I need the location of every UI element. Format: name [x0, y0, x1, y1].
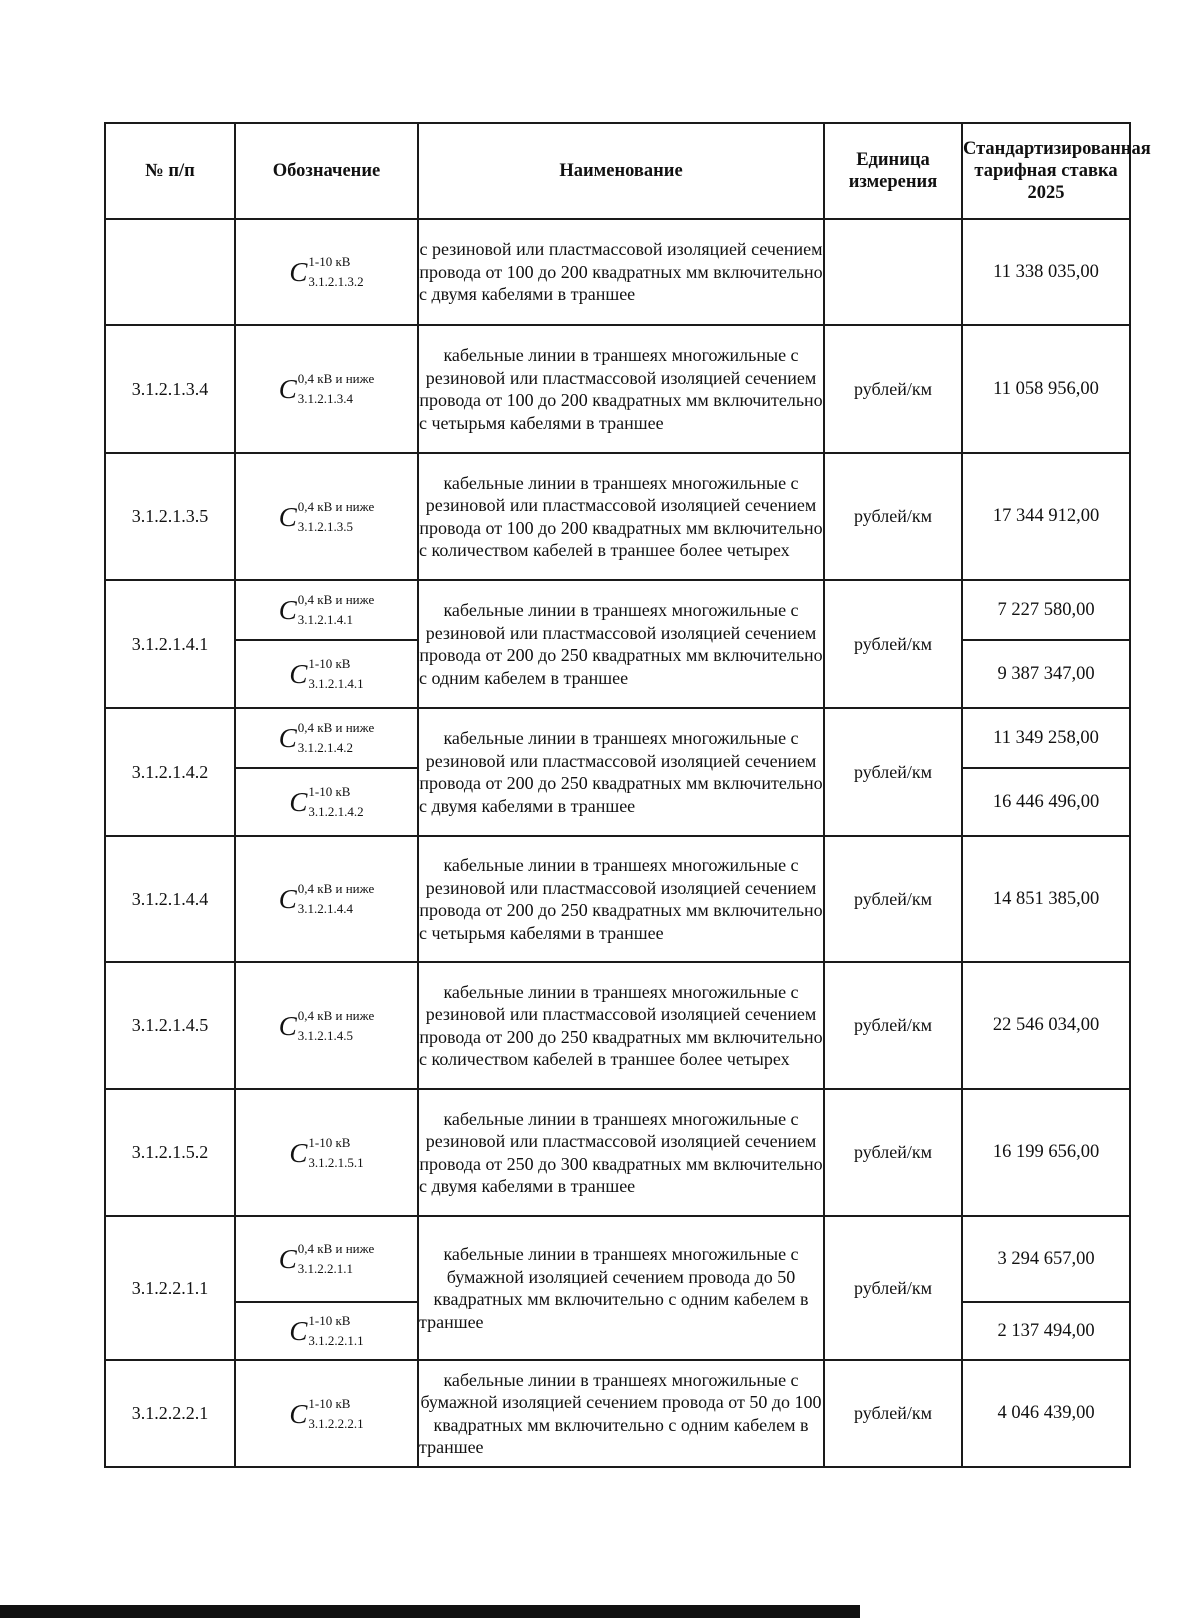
unit-cell: рублей/км: [824, 1089, 962, 1216]
rate-symbol: [289, 1395, 364, 1431]
voltage-class-superscript: 1-10 кВ: [308, 784, 351, 799]
rate-symbol-letter: C: [289, 1137, 308, 1168]
name-cell: кабельные линии в траншеях многожильные с резиновой или пластмассовой изоляцией сечением провода от 100 до 200 квадратных мм включительно с количеством кабелей в траншее более четырех: [418, 453, 824, 580]
rate-symbol: [278, 720, 375, 755]
rate-cell: 16 199 656,00: [962, 1089, 1130, 1216]
unit-cell: рублей/км: [824, 836, 962, 962]
code-cell: [235, 1360, 418, 1467]
code-subscript: 3.1.2.1.3.2: [308, 274, 364, 289]
unit-cell: рублей/км: [824, 453, 962, 580]
header-rate: Стандартизированная тарифная ставка 2025: [962, 123, 1130, 219]
code-cell: [235, 962, 418, 1089]
code-subscript: 3.1.2.1.4.4: [297, 901, 354, 916]
rate-symbol: [278, 371, 375, 406]
unit-cell: рублей/км: [824, 1360, 962, 1467]
rate-symbol-letter: C: [289, 787, 308, 817]
row-number: 3.1.2.1.3.5: [105, 453, 235, 580]
code-subscript: 3.1.2.1.4.5: [297, 1027, 354, 1043]
table-row: [105, 453, 1130, 580]
rate-symbol-letter: C: [289, 1316, 308, 1346]
voltage-class-superscript: 0,4 кВ и ниже: [297, 720, 375, 735]
rate-symbol: [278, 1007, 375, 1043]
code-cell: [235, 453, 418, 580]
name-cell: кабельные линии в траншеях многожильные с бумажной изоляцией сечением провода от 50 до 100 квадратных мм включительно с одним кабелем в траншее: [418, 1360, 824, 1467]
rate-cell: 11 058 956,00: [962, 325, 1130, 453]
code-subscript: 3.1.2.1.4.2: [297, 740, 354, 755]
rate-symbol-letter: C: [278, 1244, 297, 1274]
rate-symbol-letter: C: [278, 884, 297, 914]
voltage-class-superscript: 1-10 кВ: [308, 1313, 351, 1328]
table-row: [105, 1089, 1130, 1216]
rate-symbol: [289, 254, 364, 289]
rate-symbol: [278, 881, 375, 916]
rate-cell: 11 349 258,00: [962, 708, 1130, 768]
code-subscript: 3.1.2.2.1.1: [297, 1261, 354, 1276]
rate-symbol-letter: C: [278, 374, 297, 404]
code-subscript: 3.1.2.2.2.1: [308, 1415, 364, 1431]
scan-edge-bar: [0, 1605, 860, 1618]
code-cell: [235, 1216, 418, 1302]
table-row: [105, 580, 1130, 640]
rate-symbol-letter: C: [289, 1398, 308, 1429]
rate-cell: 7 227 580,00: [962, 580, 1130, 640]
name-cell: кабельные линии в траншеях многожильные с резиновой или пластмассовой изоляцией сечением провода от 200 до 250 квадратных мм включительно с количеством кабелей в траншее более четырех: [418, 962, 824, 1089]
code-subscript: 3.1.2.1.4.2: [308, 804, 364, 819]
row-number: 3.1.2.1.4.1: [105, 580, 235, 708]
unit-cell: рублей/км: [824, 1216, 962, 1360]
unit-cell: рублей/км: [824, 962, 962, 1089]
table-body: [105, 219, 1130, 1467]
rate-symbol: [289, 1313, 364, 1348]
unit-cell: [824, 219, 962, 325]
unit-cell: рублей/км: [824, 580, 962, 708]
rate-symbol-letter: C: [278, 595, 297, 625]
code-subscript: 3.1.2.1.5.1: [308, 1154, 364, 1170]
code-cell: [235, 580, 418, 640]
row-number: 3.1.2.1.4.2: [105, 708, 235, 836]
header-code: Обозначение: [235, 123, 418, 219]
header-row: [105, 123, 1130, 219]
rate-cell: 17 344 912,00: [962, 453, 1130, 580]
table-row: [105, 219, 1130, 325]
code-subscript: 3.1.2.1.4.1: [308, 676, 364, 691]
rate-symbol: [289, 1134, 364, 1170]
tariff-table: [104, 122, 1151, 1468]
code-subscript: 3.1.2.1.3.5: [297, 518, 354, 534]
rate-symbol: [278, 592, 375, 627]
name-cell: кабельные линии в траншеях многожильные с резиновой или пластмассовой изоляцией сечением провода от 200 до 250 квадратных мм включительно с двумя кабелями в траншее: [418, 708, 824, 836]
rate-symbol: [289, 656, 364, 691]
name-cell: кабельные линии в траншеях многожильные с резиновой или пластмассовой изоляцией сечением провода от 100 до 200 квадратных мм включительно с четырьмя кабелями в траншее: [418, 325, 824, 453]
rate-cell: 22 546 034,00: [962, 962, 1130, 1089]
header-num: № п/п: [105, 123, 235, 219]
rate-cell: 14 851 385,00: [962, 836, 1130, 962]
name-cell: кабельные линии в траншеях многожильные с бумажной изоляцией сечением провода до 50 квадратных мм включительно с одним кабелем в траншее: [418, 1216, 824, 1360]
voltage-class-superscript: 1-10 кВ: [308, 254, 351, 269]
rate-cell: 4 046 439,00: [962, 1360, 1130, 1467]
row-number: 3.1.2.1.4.5: [105, 962, 235, 1089]
rate-cell: 3 294 657,00: [962, 1216, 1130, 1302]
header-name: Наименование: [418, 123, 824, 219]
header-unit: Единица измерения: [824, 123, 962, 219]
name-cell: кабельные линии в траншеях многожильные с резиновой или пластмассовой изоляцией сечением провода от 200 до 250 квадратных мм включительно с одним кабелем в траншее: [418, 580, 824, 708]
voltage-class-superscript: 0,4 кВ и ниже: [297, 1241, 375, 1256]
table-row: [105, 836, 1130, 962]
table-row: [105, 1360, 1130, 1467]
table-row: [105, 962, 1130, 1089]
name-cell: с резиновой или пластмассовой изоляцией сечением провода от 100 до 200 квадратных мм включительно с двумя кабелями в траншее: [418, 219, 824, 325]
code-cell: [235, 325, 418, 453]
row-number: 3.1.2.2.2.1: [105, 1360, 235, 1467]
rate-symbol-letter: C: [278, 723, 297, 753]
name-cell: кабельные линии в траншеях многожильные с резиновой или пластмассовой изоляцией сечением провода от 200 до 250 квадратных мм включительно с четырьмя кабелями в траншее: [418, 836, 824, 962]
code-cell: [235, 219, 418, 325]
code-cell: [235, 1089, 418, 1216]
row-number: 3.1.2.1.5.2: [105, 1089, 235, 1216]
rate-cell: 9 387 347,00: [962, 640, 1130, 708]
code-subscript: 3.1.2.2.1.1: [308, 1333, 364, 1348]
voltage-class-superscript: 1-10 кВ: [308, 1134, 351, 1150]
row-number: 3.1.2.1.4.4: [105, 836, 235, 962]
table-row: [105, 1216, 1130, 1302]
code-cell: [235, 640, 418, 708]
rate-symbol: [278, 1241, 375, 1276]
rate-cell: 11 338 035,00: [962, 219, 1130, 325]
table-row: [105, 708, 1130, 768]
rate-cell: 16 446 496,00: [962, 768, 1130, 836]
unit-cell: рублей/км: [824, 708, 962, 836]
name-cell: кабельные линии в траншеях многожильные с резиновой или пластмассовой изоляцией сечением провода от 250 до 300 квадратных мм включительно с двумя кабелями в траншее: [418, 1089, 824, 1216]
row-number: 3.1.2.1.3.4: [105, 325, 235, 453]
rate-cell: 2 137 494,00: [962, 1302, 1130, 1360]
voltage-class-superscript: 0,4 кВ и ниже: [297, 592, 375, 607]
code-cell: [235, 1302, 418, 1360]
voltage-class-superscript: 0,4 кВ и ниже: [297, 1007, 375, 1023]
code-cell: [235, 836, 418, 962]
unit-cell: рублей/км: [824, 325, 962, 453]
voltage-class-superscript: 0,4 кВ и ниже: [297, 371, 375, 386]
voltage-class-superscript: 1-10 кВ: [308, 1395, 351, 1411]
code-subscript: 3.1.2.1.3.4: [297, 391, 354, 406]
voltage-class-superscript: 0,4 кВ и ниже: [297, 498, 375, 514]
row-number: 3.1.2.2.1.1: [105, 1216, 235, 1360]
row-number: [105, 219, 235, 325]
rate-symbol: [289, 784, 364, 819]
code-subscript: 3.1.2.1.4.1: [297, 612, 354, 627]
table-row: [105, 325, 1130, 453]
voltage-class-superscript: 1-10 кВ: [308, 656, 351, 671]
rate-symbol: [278, 498, 375, 534]
rate-symbol-letter: C: [289, 659, 308, 689]
voltage-class-superscript: 0,4 кВ и ниже: [297, 881, 375, 896]
rate-symbol-letter: C: [289, 257, 308, 287]
code-cell: [235, 768, 418, 836]
rate-symbol-letter: C: [278, 501, 297, 532]
rate-symbol-letter: C: [278, 1010, 297, 1041]
code-cell: [235, 708, 418, 768]
